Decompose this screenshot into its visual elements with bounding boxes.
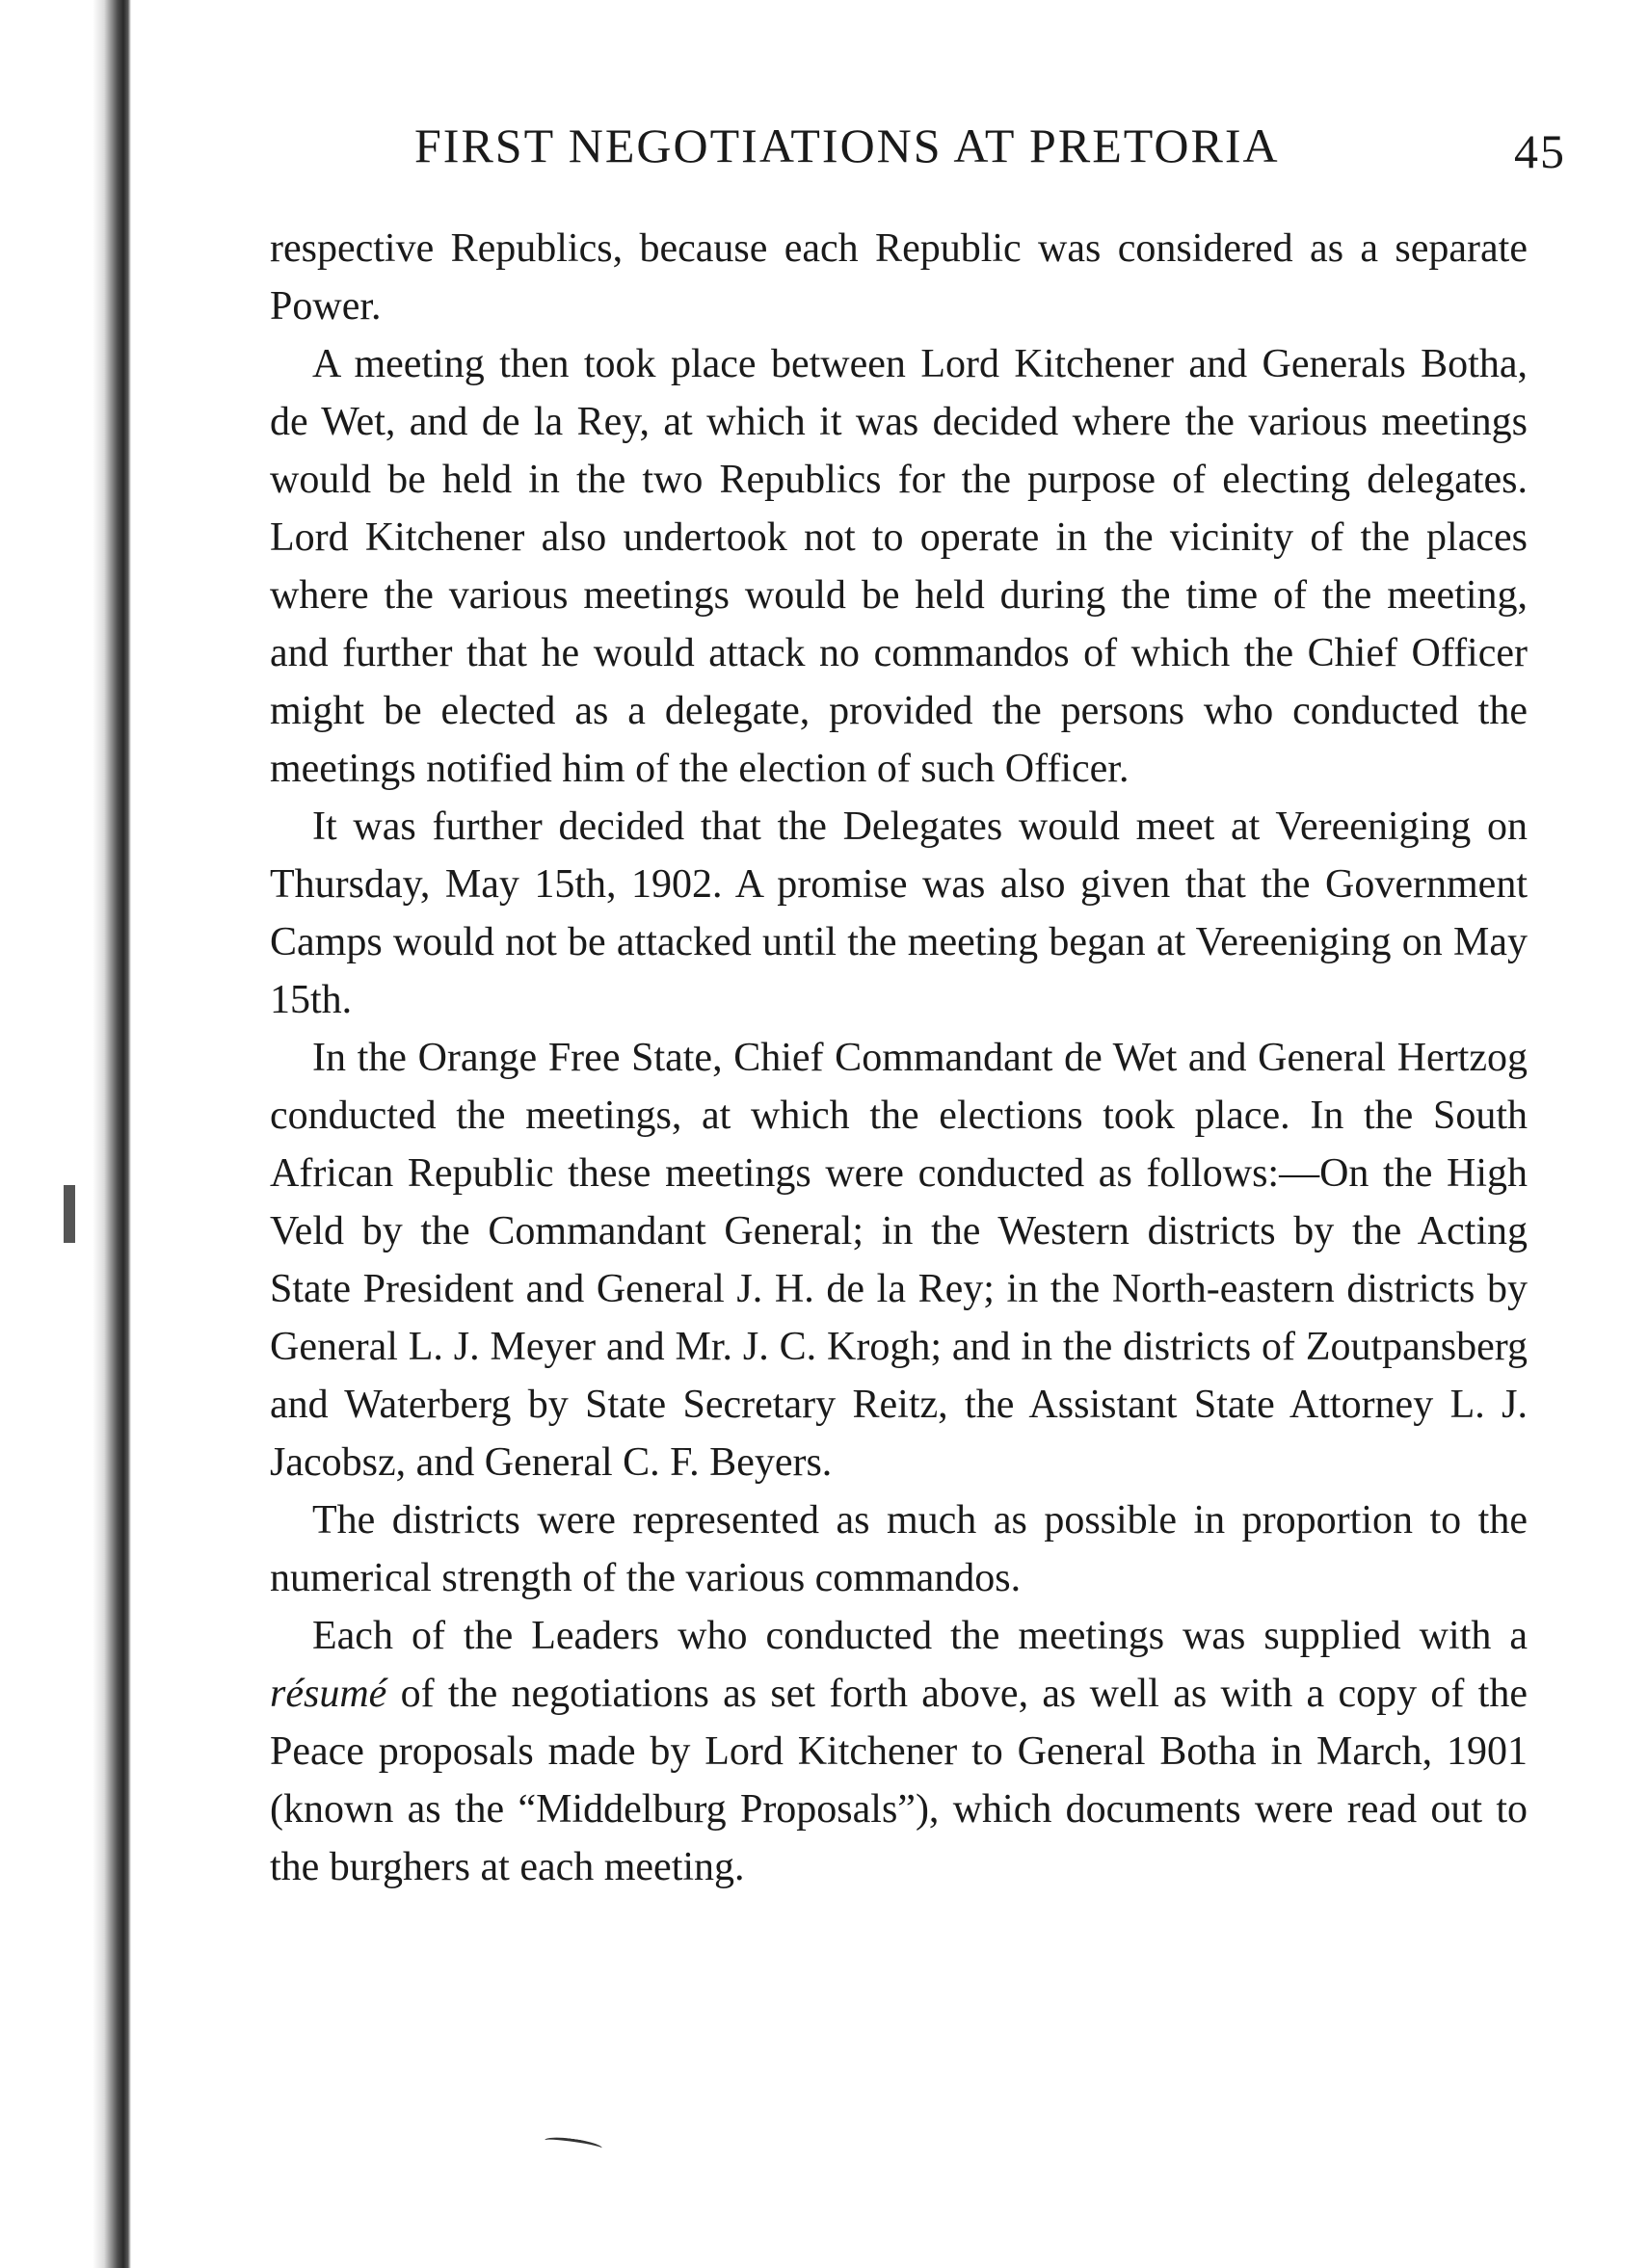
paragraph-5: The districts were represented as much as possible in proportion to the numerical strength of the various commandos. bbox=[270, 1498, 1528, 1600]
page-number: 45 bbox=[1514, 124, 1566, 178]
paragraph-2: A meeting then took place between Lord Kitchener and Generals Botha, de Wet, and de la Rey, at which it was decided where the various meetings would be held in the two Republics for the purpose of electing delegates. Lord Kitchener also undertook not to operate in the vicinity of the places where the various meetings would be held during the time of the meeting, and further that he would attack no commandos of which the Chief Officer might be elected as a delegate, provided the persons who conducted the meetings notified him of the election of such Officer. bbox=[270, 342, 1528, 791]
resume-italic: résumé bbox=[270, 1672, 387, 1716]
paragraph-6-start: Each of the Leaders who conducted the meetings was supplied with a bbox=[312, 1614, 1528, 1658]
stray-ink-mark bbox=[545, 2135, 603, 2153]
paragraph-1: respective Republics, because each Republic was considered as a separate Power. bbox=[270, 226, 1528, 329]
paragraph-6 bbox=[270, 1607, 1528, 1896]
paragraph-4: In the Orange Free State, Chief Commandant de Wet and General Hertzog conducted the meetings, at which the elections took place. In the South African Republic these meetings were conducted as follows:—On the High Veld by the Commandant General; in the Western districts by the Acting State President and General J. H. de la Rey; in the North-eastern districts by General L. J. Meyer and Mr. J. C. Krogh; and in the districts of Zoutpansberg and Waterberg by State Secretary Reitz, the Assistant State Attorney L. J. Jacobsz, and General C. F. Beyers. bbox=[270, 1036, 1528, 1485]
page-header bbox=[270, 118, 1566, 185]
scan-speck bbox=[64, 1185, 75, 1243]
text-body bbox=[270, 220, 1528, 1896]
paragraph-6-end: of the negotiations as set forth above, as well as with a copy of the Peace proposals made by Lord Kitchener to General Botha in March, 1901 (known as the “Middelburg Proposals”), which documents were read out to the burghers at each meeting. bbox=[270, 1672, 1528, 1889]
paragraph-3: It was further decided that the Delegates would meet at Vereeniging on Thursday, May 15th, 1902. A promise was also given that the Government Camps would not be attacked until the meeting began at Vereeniging on May 15th. bbox=[270, 804, 1528, 1022]
scan-gutter-shadow bbox=[93, 0, 131, 2268]
running-title: FIRST NEGOTIATIONS AT PRETORIA bbox=[414, 119, 1280, 172]
